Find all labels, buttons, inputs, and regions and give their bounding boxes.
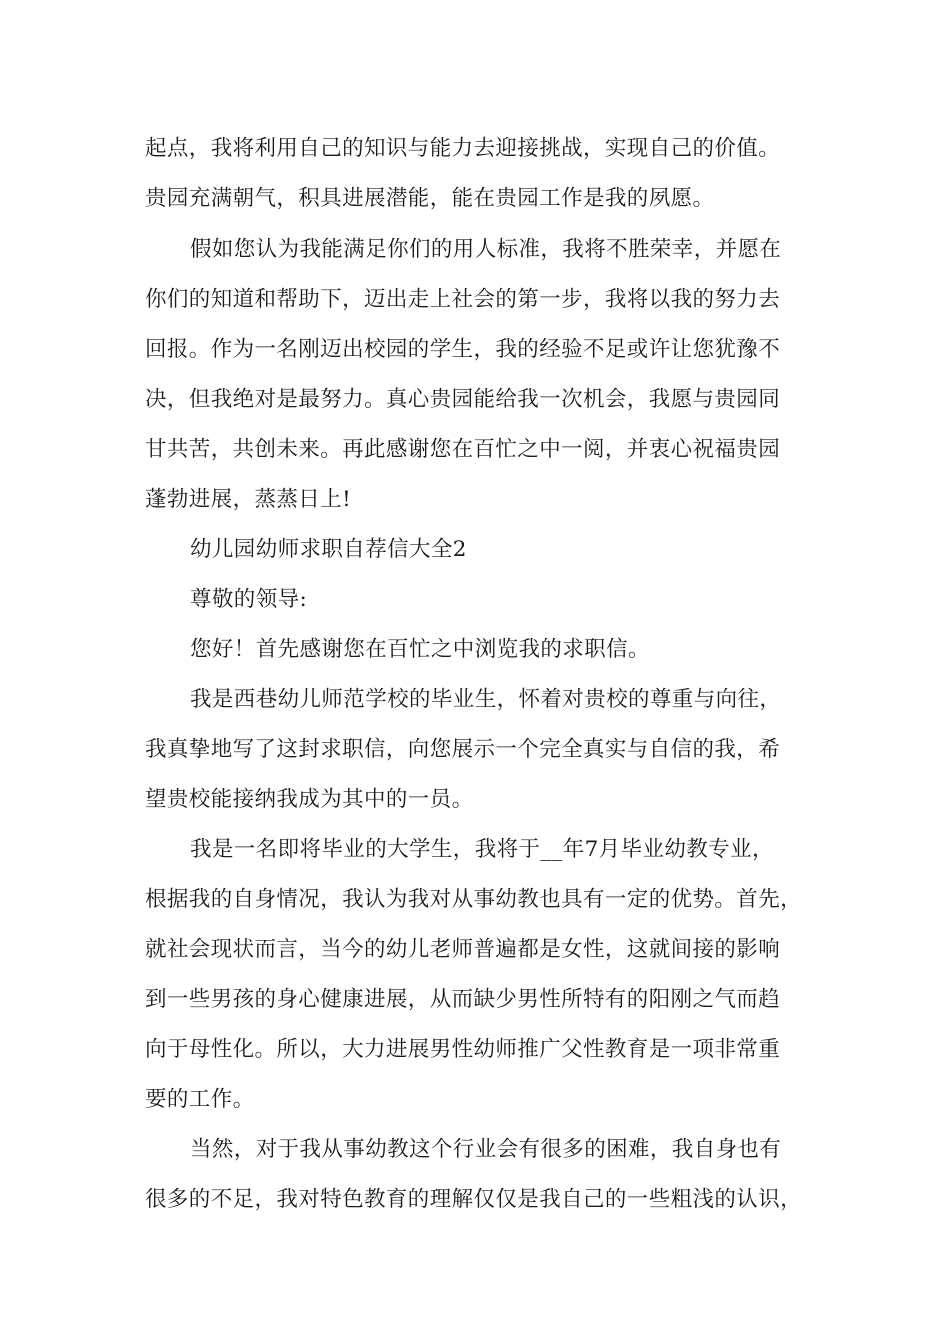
text-line: 回报。作为一名刚迈出校园的学生，我的经验不足或许让您犹豫不 [145, 337, 781, 362]
paragraph-first-line: 当然，对于我从事幼教这个行业会有很多的困难，我自身也有 [190, 1137, 782, 1162]
text-line: 很多的不足，我对特色教育的理解仅仅是我自己的一些粗浅的认识， [145, 1187, 803, 1212]
text-line: 贵园充满朝气，积具进展潜能，能在贵园工作是我的夙愿。 [145, 186, 715, 211]
salutation: 尊敬的领导: [190, 587, 308, 612]
text-line: 望贵校能接纳我成为其中的一员。 [145, 787, 474, 812]
text-line: 向于母性化。所以，大力进展男性幼师推广父性教育是一项非常重 [145, 1037, 781, 1062]
paragraph-first-line: 我是西巷幼儿师范学校的毕业生，怀着对贵校的尊重与向往， [190, 687, 782, 712]
text-line: 你们的知道和帮助下，迈出走上社会的第一步，我将以我的努力去 [145, 287, 781, 312]
paragraph-first-line: 假如您认为我能满足你们的用人标准，我将不胜荣幸，并愿在 [190, 237, 782, 262]
text-line: 起点，我将利用自己的知识与能力去迎接挑战，实现自己的价值。 [145, 136, 781, 161]
text-line: 到一些男孩的身心健康进展，从而缺少男性所特有的阳刚之气而趋 [145, 987, 781, 1012]
text-line: 蓬勃进展，蒸蒸日上! [145, 487, 352, 512]
greeting: 您好！首先感谢您在百忙之中浏览我的求职信。 [190, 637, 650, 662]
text-line: 要的工作。 [145, 1087, 255, 1112]
text-line: 就社会现状而言，当今的幼儿老师普遍都是女性，这就间接的影响 [145, 937, 781, 962]
section-title: 幼儿园幼师求职自荐信大全2 [190, 537, 467, 562]
paragraph-first-line: 我是一名即将毕业的大学生，我将于__年7月毕业幼教专业， [190, 837, 774, 862]
text-line: 决，但我绝对是最努力。真心贵园能给我一次机会，我愿与贵园同 [145, 387, 781, 412]
text-line: 根据我的自身情况，我认为我对从事幼教也具有一定的优势。首先， [145, 887, 803, 912]
text-line: 我真挚地写了这封求职信，向您展示一个完全真实与自信的我，希 [145, 737, 781, 762]
text-line: 甘共苦，共创未来。再此感谢您在百忙之中一阅，并衷心祝福贵园 [145, 437, 781, 462]
